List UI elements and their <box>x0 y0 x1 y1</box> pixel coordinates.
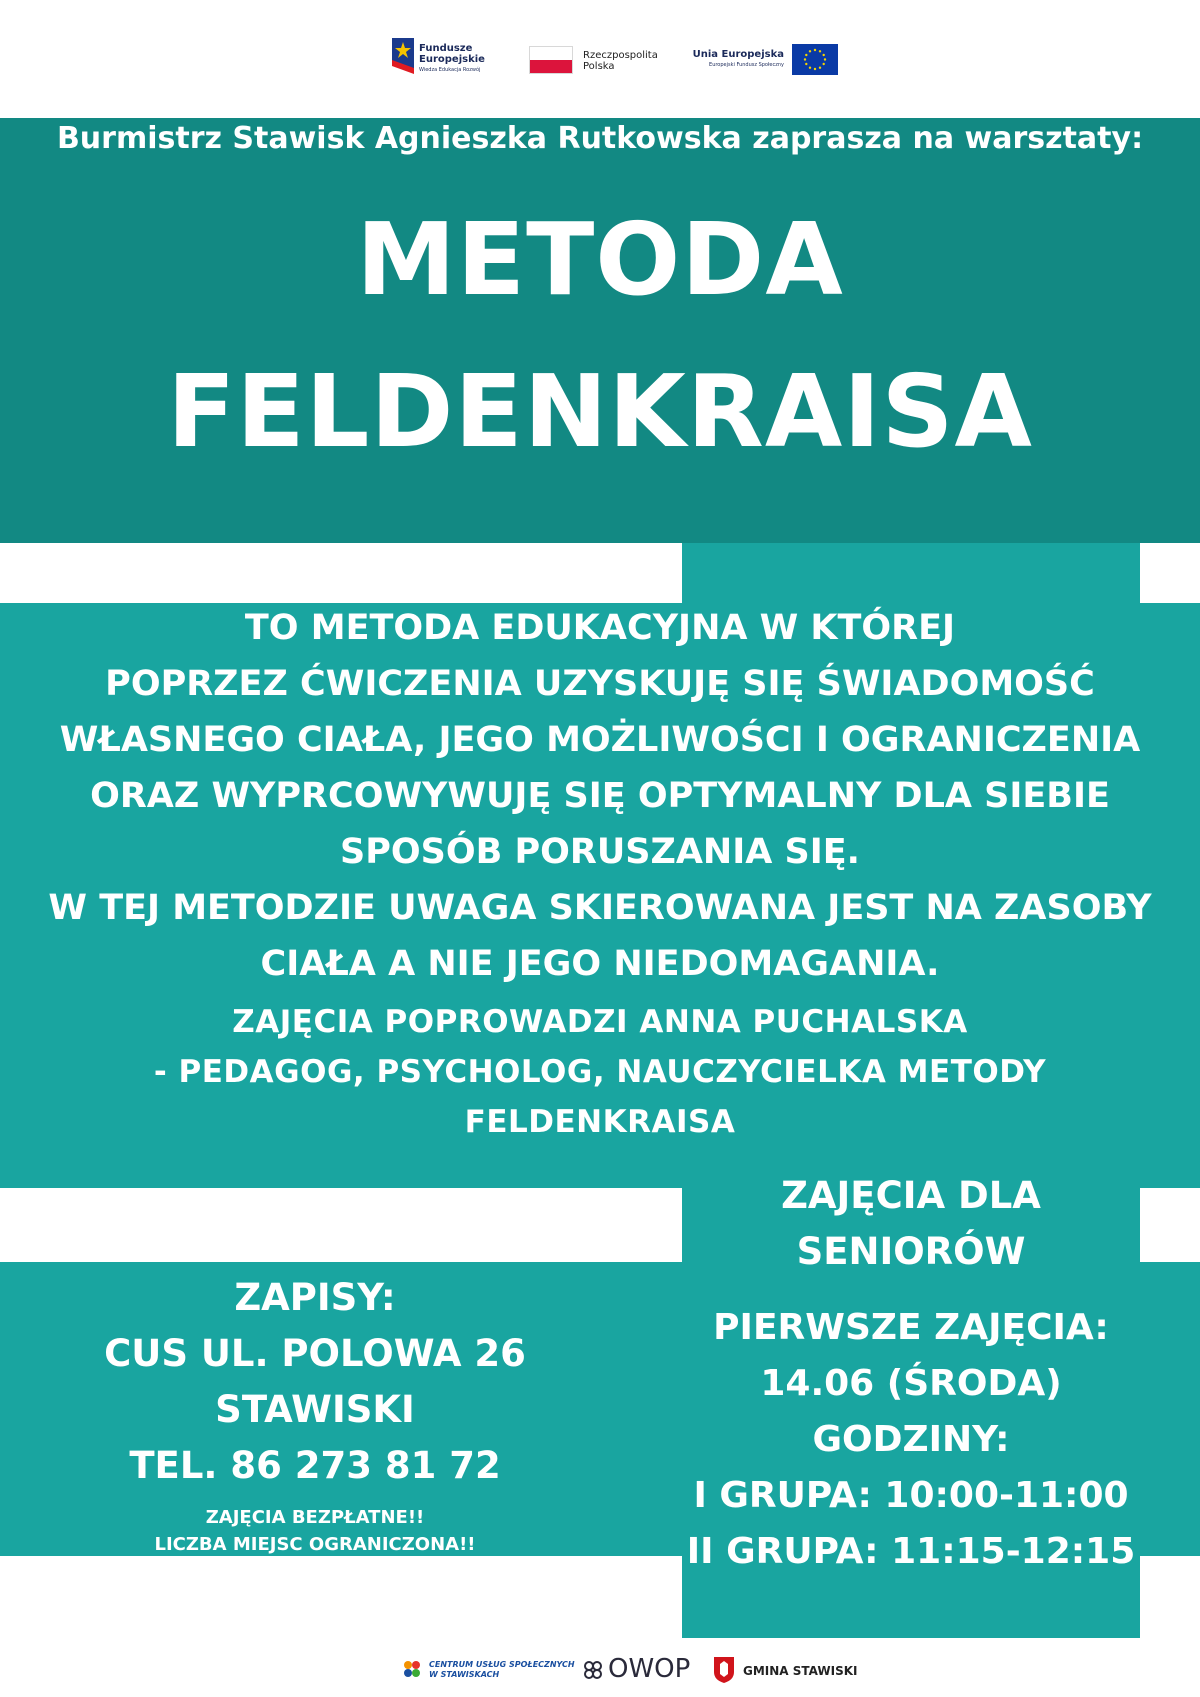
leader-line: - PEDAGOG, PSYCHOLOG, NAUCZYCIELKA METODY <box>153 1054 1047 1090</box>
note-line: ZAJĘCIA BEZPŁATNE!! <box>205 1507 425 1528</box>
rzeczpospolita-text: Rzeczpospolita Polska <box>583 50 658 72</box>
eu-title: Unia Europejska <box>692 49 784 60</box>
description-line: CIAŁA A NIE JEGO NIEDOMAGANIA. <box>260 944 940 984</box>
audience-label: ZAJĘCIA DLA SENIORÓW <box>781 1174 1041 1273</box>
schedule-info <box>682 1300 1140 1580</box>
method-description <box>0 600 1200 992</box>
cus-logo-icon <box>402 1659 422 1679</box>
intro-text: Burmistrz Stawisk Agnieszka Rutkowska zaprasza na warsztaty: <box>56 121 1144 156</box>
description-line: WŁASNEGO CIAŁA, JEGO MOŻLIWOŚCI I OGRANICZENIA <box>59 720 1141 760</box>
leader-line: ZAJĘCIA POPROWADZI ANNA PUCHALSKA <box>232 1004 968 1040</box>
phone-number: TEL. 86 273 81 72 <box>129 1444 501 1487</box>
signup-line: CUS UL. POLOWA 26 <box>104 1332 526 1375</box>
schedule-line: PIERWSZE ZAJĘCIA: <box>713 1307 1109 1348</box>
description-line: ORAZ WYPRCOWYWUJĘ SIĘ OPTYMALNY DLA SIEBIE <box>90 776 1110 816</box>
logo-strip <box>0 0 1200 118</box>
panel-tab-top <box>682 543 1140 603</box>
schedule-line: GODZINY: <box>812 1419 1010 1460</box>
signup-info <box>0 1270 630 1494</box>
eu-flag-icon <box>792 44 838 75</box>
gmina-crest-icon <box>713 1656 735 1684</box>
leader-info <box>0 997 1200 1147</box>
owop-logo-text: OWOP <box>608 1654 691 1684</box>
polish-flag-icon <box>529 46 573 74</box>
signup-line: ZAPISY: <box>234 1276 396 1319</box>
title-line-2: FELDENKRAISA <box>167 353 1033 470</box>
header-panel <box>0 118 1200 543</box>
schedule-line: II GRUPA: 11:15-12:15 <box>686 1531 1136 1572</box>
description-line: TO METODA EDUKACYJNA W KTÓREJ <box>244 608 956 648</box>
eu-subtitle: Europejski Fundusz Społeczny <box>709 62 784 68</box>
note-line: LICZBA MIEJSC OGRANICZONA!! <box>154 1534 476 1555</box>
fe-title: Fundusze Europejskie <box>419 43 485 65</box>
fe-subtitle: Wiedza Edukacja Rozwój <box>419 67 481 73</box>
description-line: POPRZEZ ĆWICZENIA UZYSKUJĘ SIĘ ŚWIADOMOŚĆ <box>105 664 1095 704</box>
signup-line: STAWISKI <box>215 1388 415 1431</box>
description-line: W TEJ METODZIE UWAGA SKIEROWANA JEST NA ZASOBY <box>48 888 1152 928</box>
title-line-1: METODA <box>356 201 844 318</box>
cus-logo-text: CENTRUM USŁUG SPOŁECZNYCH W STAWISKACH <box>429 1660 575 1679</box>
leader-line: FELDENKRAISA <box>464 1104 736 1140</box>
description-line: SPOSÓB PORUSZANIA SIĘ. <box>340 832 860 872</box>
fe-star-icon <box>392 38 414 76</box>
schedule-line: 14.06 (ŚRODA) <box>760 1363 1062 1404</box>
fundusze-europejskie-logo <box>392 38 502 78</box>
gmina-logo-text: GMINA STAWISKI <box>743 1664 858 1678</box>
schedule-line: I GRUPA: 10:00-11:00 <box>693 1475 1129 1516</box>
notes <box>0 1504 630 1558</box>
owop-logo-icon <box>583 1660 603 1680</box>
